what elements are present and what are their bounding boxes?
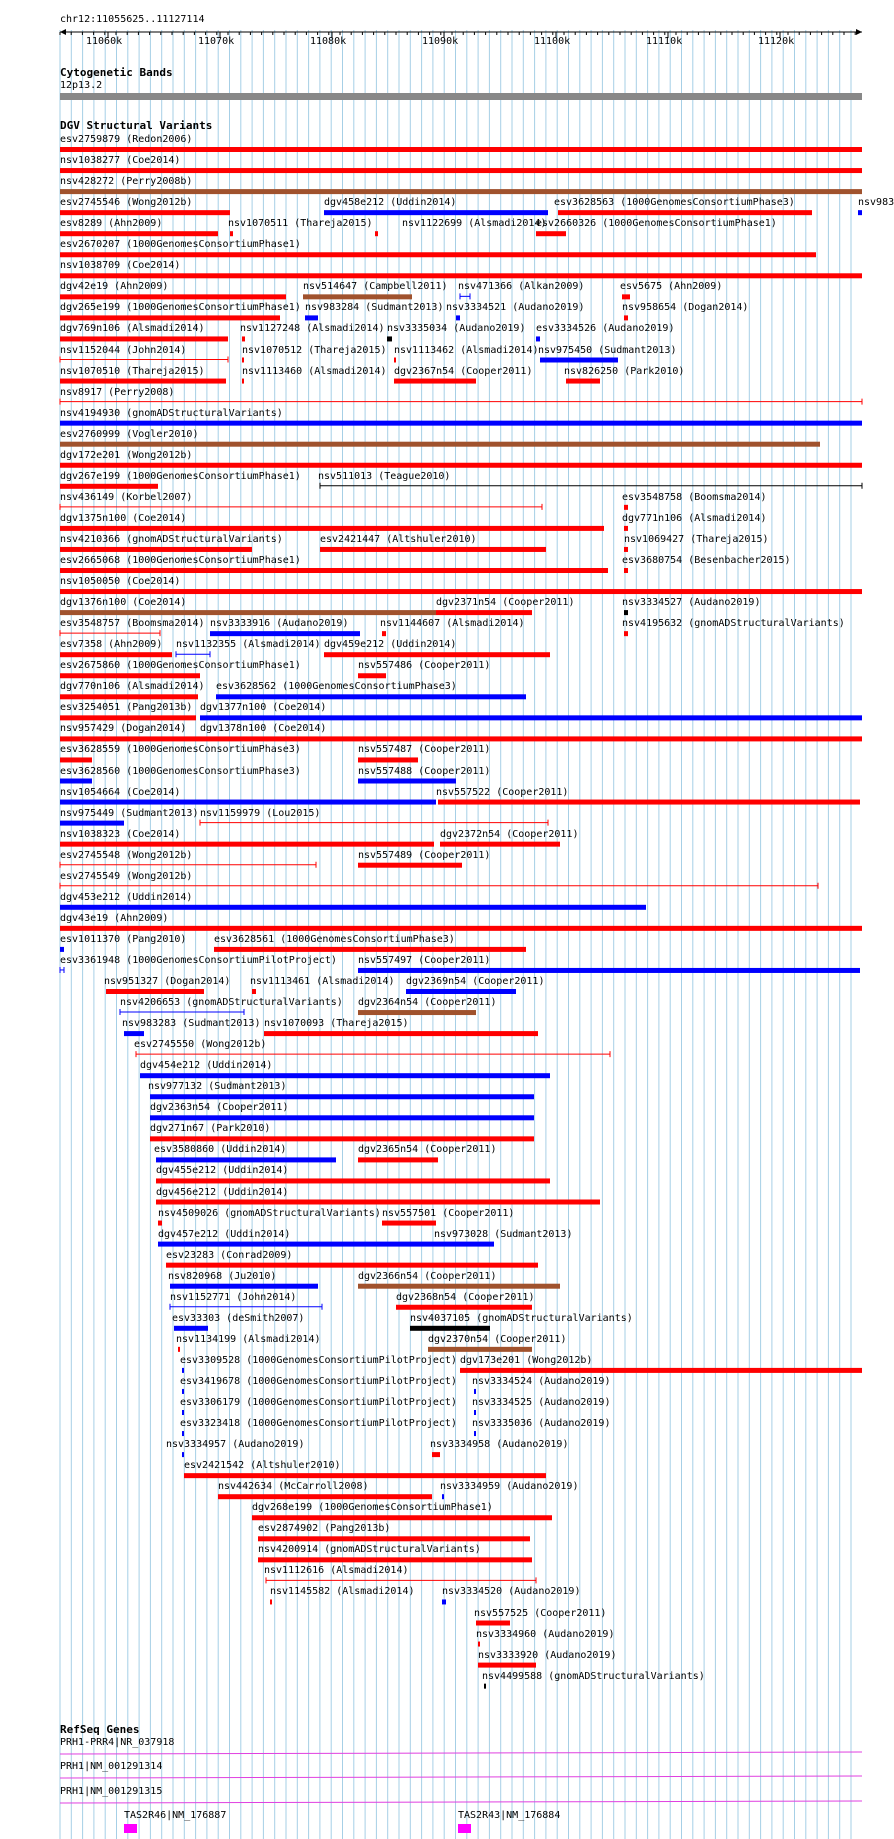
dgv-variant-label: esv3628561 (1000GenomesConsortiumPhase3) (214, 933, 455, 945)
dgv-variant-bar (258, 1557, 532, 1562)
dgv-variant-label: nsv1113461 (Alsmadi2014) (250, 976, 395, 987)
refseq-transcript-line (60, 1776, 862, 1778)
dgv-variant-label: nsv3334525 (Audano2019) (472, 1397, 611, 1408)
dgv-variant-label: dgv1375n100 (Coe2014) (60, 512, 187, 524)
dgv-variant-bar (60, 842, 434, 847)
dgv-variant-bar (324, 652, 550, 657)
dgv-variant-label: dgv2368n54 (Cooper2011) (396, 1291, 535, 1303)
dgv-variant-label: nsv3334521 (Audano2019) (446, 302, 585, 314)
dgv-variant-bar (158, 1242, 434, 1247)
dgv-variant-bar (460, 1368, 862, 1373)
dgv-variant-label: nsv951327 (Dogan2014) (104, 976, 231, 987)
dgv-variant-bar (358, 673, 386, 678)
dgv-variant-label: nsv1145582 (Alsmadi2014) (270, 1586, 415, 1598)
dgv-variant-label: nsv436149 (Korbel2007) (60, 491, 193, 503)
dgv-variant-label: nsv1069427 (Thareja2015) (624, 533, 769, 545)
dgv-variant-label: nsv4195632 (gnomADStructuralVariants) (622, 618, 845, 630)
dgv-variant-label: dgv2371n54 (Cooper2011) (436, 597, 575, 609)
refseq-transcript-label: PRH1|NM_001291314 (60, 1761, 163, 1772)
dgv-variant-bar (178, 1347, 180, 1352)
dgv-variant-bar (252, 989, 256, 994)
dgv-variant-bar (60, 757, 92, 762)
dgv-variant-label: esv3309528 (1000GenomesConsortiumPilotProject) (180, 1354, 457, 1366)
dgv-variant-bar (484, 1684, 486, 1689)
dgv-variant-label: esv8289 (Ahn2009) (60, 218, 163, 230)
dgv-variant-bar (60, 947, 64, 952)
dgv-variant-bar (474, 1410, 476, 1415)
dgv-variant-label: dgv456e212 (Uddin2014) (156, 1186, 289, 1198)
dgv-variant-label: nsv1070512 (Thareja2015) (242, 344, 387, 356)
dgv-variant-bar (358, 968, 860, 973)
dgv-variant-label: nsv471366 (Alkan2009) (458, 281, 585, 293)
dgv-variant-label: nsv1038277 (Coe2014) (60, 155, 181, 167)
dgv-variant-bar (358, 1157, 438, 1162)
dgv-variant-bar (182, 1452, 184, 1457)
dgv-variant-label: nsv4210366 (gnomADStructuralVariants) (60, 533, 283, 545)
dgv-variant-bar (166, 1263, 538, 1268)
dgv-variant-label: nsv820968 (Ju2010) (168, 1270, 277, 1282)
dgv-variant-bar (536, 336, 540, 341)
refseq-header: RefSeq Genes (60, 1723, 140, 1736)
ruler-arrow-right-icon (856, 29, 862, 35)
dgv-variant-bar (270, 1599, 272, 1604)
dgv-variant-bar (150, 1136, 534, 1141)
dgv-variant-label: nsv442634 (McCarroll2008) (218, 1481, 369, 1493)
dgv-variant-bar (410, 1326, 490, 1331)
dgv-variant-bar (434, 1242, 494, 1247)
dgv-variant-bar (624, 547, 628, 552)
dgv-variant-label: dgv458e212 (Uddin2014) (324, 197, 457, 209)
dgv-variant-label: esv3419678 (1000GenomesConsortiumPilotProject) (180, 1375, 457, 1387)
dgv-variant-label: esv2745550 (Wong2012b) (134, 1039, 267, 1051)
dgv-variant-bar (478, 1642, 480, 1647)
dgv-variant-label: nsv557522 (Cooper2011) (436, 786, 569, 798)
refseq-transcript-label: PRH1-PRR4|NR_037918 (60, 1737, 175, 1748)
dgv-variant-bar (624, 315, 628, 320)
dgv-variant-bar (60, 800, 436, 805)
dgv-variant-bar (182, 1368, 184, 1373)
dgv-variant-bar (320, 547, 546, 552)
dgv-variant-bar (216, 694, 526, 699)
dgv-variant-label: dgv453e212 (Uddin2014) (60, 891, 193, 903)
dgv-variant-label: dgv271n67 (Park2010) (150, 1123, 271, 1135)
cytobands-header: Cytogenetic Bands (60, 66, 173, 79)
dgv-variant-label: nsv511013 (Teague2010) (318, 470, 451, 482)
dgv-variant-bar (150, 1094, 534, 1099)
ruler-tick-label: 11090k (422, 36, 459, 47)
dgv-variant-bar (60, 252, 816, 257)
dgv-variant-bar (474, 1431, 476, 1436)
dgv-variant-label: esv2745548 (Wong2012b) (60, 849, 193, 861)
dgv-variant-label: nsv975450 (Sudmant2013) (538, 344, 677, 356)
dgv-variant-label: esv3628562 (1000GenomesConsortiumPhase3) (216, 681, 457, 693)
dgv-variant-bar (60, 294, 286, 299)
dgv-variant-bar (60, 421, 862, 426)
dgv-variant-bar (60, 315, 280, 320)
dgv-variant-bar (858, 210, 862, 215)
dgv-variant-bar (375, 231, 378, 236)
dgv-variant-label: nsv1152044 (John2014) (60, 344, 187, 356)
dgv-variant-bar (170, 1284, 318, 1289)
dgv-variant-label: nsv557487 (Cooper2011) (358, 744, 491, 756)
dgv-variant-bar (140, 1073, 550, 1078)
dgv-variant-bar (558, 210, 812, 215)
dgv-variant-label: nsv557486 (Cooper2011) (358, 660, 491, 672)
dgv-variant-label: esv2660326 (1000GenomesConsortiumPhase1) (536, 218, 777, 230)
dgv-variant-label: nsv557488 (Cooper2011) (358, 765, 491, 777)
dgv-variant-bar (358, 1010, 476, 1015)
dgv-variant-label: nsv557525 (Cooper2011) (474, 1607, 607, 1619)
dgv-variant-bar (182, 1389, 184, 1394)
dgv-variant-label: dgv770n106 (Alsmadi2014) (60, 681, 205, 693)
dgv-variant-label: nsv4206653 (gnomADStructuralVariants) (120, 997, 343, 1009)
dgv-variant-bar (382, 631, 386, 636)
dgv-variant-label: nsv3335034 (Audano2019) (387, 323, 526, 335)
dgv-variant-label: dgv457e212 (Uddin2014) (158, 1228, 291, 1240)
dgv-variant-bar (540, 358, 618, 363)
dgv-variant-bar (60, 189, 862, 194)
dgv-variant-label: nsv8917 (Perry2008) (60, 386, 175, 398)
dgv-variant-bar (394, 358, 396, 363)
dgv-variant-label: nsv4194930 (gnomADStructuralVariants) (60, 407, 283, 419)
dgv-variant-bar (382, 1221, 436, 1226)
dgv-variant-label: nsv983283 (Sudmant2013) (122, 1018, 261, 1030)
dgv-variant-bar (218, 1494, 432, 1499)
dgv-variant-bar (624, 610, 628, 615)
dgv-variant-bar (624, 568, 628, 573)
dgv-variant-label: nsv1050050 (Coe2014) (60, 576, 181, 588)
dgv-variant-bar (474, 1389, 476, 1394)
dgv-variant-bar (60, 442, 820, 447)
ruler-title: chr12:11055625..11127114 (60, 14, 205, 25)
dgv-variant-bar (156, 1157, 336, 1162)
dgv-variant-label: nsv3334520 (Audano2019) (442, 1586, 581, 1598)
dgv-variant-label: nsv1070511 (Thareja2015) (228, 218, 373, 230)
dgv-variant-bar (60, 905, 646, 910)
refseq-transcript-line (60, 1801, 862, 1803)
dgv-variant-bar (303, 294, 412, 299)
dgv-variant-label: esv3361948 (1000GenomesConsortiumPilotProject) (60, 954, 337, 966)
dgv-variant-label: esv23283 (Conrad2009) (166, 1249, 293, 1261)
dgv-variant-label: dgv42e19 (Ahn2009) (60, 281, 169, 293)
dgv-variant-label: dgv454e212 (Uddin2014) (140, 1060, 273, 1072)
dgv-variant-bar (60, 736, 200, 741)
dgv-variant-bar (214, 947, 526, 952)
dgv-variant-bar (440, 842, 560, 847)
dgv-variant-bar (624, 526, 628, 531)
dgv-variant-label: esv3548758 (Boomsma2014) (622, 491, 767, 503)
ruler-tick-label: 11080k (310, 36, 347, 47)
dgv-variant-label: nsv975449 (Sudmant2013) (60, 807, 199, 819)
dgv-variant-bar (622, 294, 630, 299)
dgv-variant-label: esv3680754 (Besenbacher2015) (622, 555, 791, 566)
dgv-variant-label: nsv1113460 (Alsmadi2014) (242, 365, 387, 377)
dgv-variant-bar (182, 1431, 184, 1436)
dgv-variant-label: esv3323418 (1000GenomesConsortiumPilotProject) (180, 1418, 457, 1430)
dgv-variant-label: esv1011370 (Pang2010) (60, 933, 187, 945)
dgv-variant-label: nsv428272 (Perry2008b) (60, 176, 193, 188)
dgv-variant-label: nsv983 (858, 197, 894, 209)
dgv-variant-label: dgv172e201 (Wong2012b) (60, 449, 193, 461)
dgv-variant-bar (200, 715, 862, 720)
dgv-variant-bar (60, 673, 200, 678)
dgv-variant-label: dgv455e212 (Uddin2014) (156, 1165, 289, 1177)
dgv-variant-bar (60, 547, 252, 552)
dgv-variant-label: dgv268e199 (1000GenomesConsortiumPhase1) (252, 1502, 493, 1514)
dgv-variant-label: esv2745546 (Wong2012b) (60, 197, 193, 209)
dgv-variant-label: nsv957429 (Dogan2014) (60, 723, 187, 735)
dgv-variant-label: esv7358 (Ahn2009) (60, 639, 163, 651)
dgv-variant-label: nsv3334960 (Audano2019) (476, 1628, 615, 1640)
dgv-variant-label: nsv1038323 (Coe2014) (60, 828, 181, 840)
cytoband-name: 12p13.2 (60, 80, 103, 91)
dgv-variant-bar (252, 1515, 552, 1520)
dgv-variant-label: dgv769n106 (Alsmadi2014) (60, 323, 205, 335)
dgv-variant-bar (436, 610, 532, 615)
cytoband-12p13-2 (60, 93, 862, 100)
dgv-variant-label: nsv3334527 (Audano2019) (622, 597, 761, 609)
dgv-variant-bar (230, 231, 233, 236)
dgv-variant-bar (258, 1536, 530, 1541)
dgv-variant-label: nsv1112616 (Alsmadi2014) (264, 1565, 409, 1577)
dgv-variant-bar (174, 1326, 208, 1331)
dgv-variant-label: nsv1054664 (Coe2014) (60, 786, 181, 798)
ruler-tick-label: 11060k (86, 36, 123, 47)
dgv-variant-label: nsv3334958 (Audano2019) (430, 1439, 569, 1451)
dgv-variant-bar (358, 863, 462, 868)
dgv-variant-label: esv2421542 (Altshuler2010) (184, 1460, 341, 1472)
dgv-variant-bar (60, 652, 172, 657)
dgv-variant-label: nsv1070093 (Thareja2015) (264, 1018, 409, 1030)
dgv-variant-label: nsv3334959 (Audano2019) (440, 1481, 579, 1493)
dgv-variant-bar (60, 568, 608, 573)
dgv-variant-bar (438, 800, 860, 805)
dgv-variant-label: nsv1127248 (Alsmadi2014) (240, 323, 385, 335)
dgv-variant-bar (124, 1031, 144, 1036)
dgv-variant-bar (358, 779, 456, 784)
dgv-variant-label: nsv3333920 (Audano2019) (478, 1649, 617, 1661)
dgv-variant-bar (624, 505, 628, 510)
dgv-variant-label: dgv2369n54 (Cooper2011) (406, 976, 545, 987)
dgv-variant-bar (428, 1347, 532, 1352)
dgv-variant-label: nsv1038709 (Coe2014) (60, 260, 181, 272)
dgv-variant-label: dgv43e19 (Ahn2009) (60, 912, 169, 924)
ruler-tick-label: 11070k (198, 36, 235, 47)
dgv-variant-label: dgv1376n100 (Coe2014) (60, 597, 187, 609)
dgv-variant-label: esv3334526 (Audano2019) (536, 323, 675, 335)
dgv-variant-label: nsv4200914 (gnomADStructuralVariants) (258, 1544, 481, 1556)
dgv-variant-label: esv2760999 (Vogler2010) (60, 428, 199, 440)
refseq-transcript-line (60, 1752, 862, 1754)
dgv-variant-bar (478, 1663, 536, 1668)
dgv-variant-bar (182, 1410, 184, 1415)
dgv-variant-bar (150, 1115, 534, 1120)
dgv-variant-bar (60, 231, 218, 236)
dgv-variant-label: dgv267e199 (1000GenomesConsortiumPhase1) (60, 470, 301, 482)
dgv-variant-label: nsv557497 (Cooper2011) (358, 954, 491, 966)
dgv-variant-label: esv3628560 (1000GenomesConsortiumPhase3) (60, 765, 301, 777)
dgv-variant-label: esv3628559 (1000GenomesConsortiumPhase3) (60, 744, 301, 756)
dgv-variant-label: nsv973028 (Sudmant2013) (434, 1228, 573, 1240)
ruler-tick-label: 11100k (534, 36, 571, 47)
dgv-variant-label: esv3628563 (1000GenomesConsortiumPhase3) (554, 197, 795, 209)
dgv-header: DGV Structural Variants (60, 119, 213, 132)
dgv-variant-bar (60, 336, 228, 341)
dgv-variant-label: dgv2363n54 (Cooper2011) (150, 1102, 289, 1114)
dgv-variant-bar (324, 210, 548, 215)
dgv-variant-bar (476, 1621, 510, 1626)
dgv-variant-bar (60, 168, 862, 173)
dgv-variant-bar (432, 1452, 440, 1457)
dgv-variant-label: nsv514647 (Campbell2011) (303, 281, 448, 293)
dgv-variant-label: nsv1113462 (Alsmadi2014) (394, 344, 539, 356)
dgv-variant-label: esv3254051 (Pang2013b) (60, 702, 193, 714)
dgv-variant-bar (60, 463, 862, 468)
dgv-variant-bar (242, 358, 244, 363)
dgv-variant-label: nsv557489 (Cooper2011) (358, 849, 491, 861)
dgv-variant-label: dgv1377n100 (Coe2014) (200, 702, 327, 714)
dgv-variant-label: dgv2372n54 (Cooper2011) (440, 828, 579, 840)
dgv-variant-label: esv2675860 (1000GenomesConsortiumPhase1) (60, 660, 301, 672)
dgv-variant-label: esv2759879 (Redon2006) (60, 134, 193, 145)
dgv-variant-label: nsv983284 (Sudmant2013) (305, 302, 444, 314)
dgv-variant-label: nsv1122699 (Alsmadi2014) (402, 218, 547, 230)
refseq-gene-exon (458, 1824, 471, 1833)
dgv-variant-bar (60, 589, 862, 594)
dgv-variant-bar (624, 631, 628, 636)
dgv-variant-label: nsv1144607 (Alsmadi2014) (380, 618, 525, 630)
dgv-variant-bar (156, 1200, 600, 1205)
dgv-variant-bar (60, 779, 92, 784)
dgv-variant-label: esv2421447 (Altshuler2010) (320, 533, 477, 545)
dgv-variant-label: nsv958654 (Dogan2014) (622, 302, 749, 314)
dgv-variant-bar (158, 1221, 162, 1226)
refseq-gene-exon (124, 1824, 137, 1833)
dgv-variant-bar (387, 336, 392, 341)
dgv-variant-label: dgv1378n100 (Coe2014) (200, 723, 327, 735)
dgv-variant-label: dgv2366n54 (Cooper2011) (358, 1270, 497, 1282)
dgv-variant-label: nsv1159979 (Lou2015) (200, 807, 321, 819)
dgv-variant-label: esv5675 (Ahn2009) (620, 281, 723, 293)
dgv-variant-label: nsv3335036 (Audano2019) (472, 1418, 611, 1430)
dgv-variant-bar (456, 315, 460, 320)
dgv-variant-bar (60, 526, 604, 531)
dgv-variant-bar (394, 379, 476, 384)
dgv-variant-label: esv2665068 (1000GenomesConsortiumPhase1) (60, 555, 301, 566)
dgv-variant-label: dgv2367n54 (Cooper2011) (394, 365, 533, 377)
dgv-variant-bar (156, 1178, 550, 1183)
dgv-variant-label: nsv3334524 (Audano2019) (472, 1375, 611, 1387)
dgv-variant-label: dgv265e199 (1000GenomesConsortiumPhase1) (60, 302, 301, 314)
dgv-variant-label: esv33303 (deSmith2007) (172, 1312, 305, 1324)
dgv-variant-bar (60, 715, 196, 720)
refseq-gene-label: TAS2R46|NM_176887 (124, 1810, 227, 1821)
dgv-variant-bar (60, 379, 226, 384)
dgv-variant-bar (106, 989, 204, 994)
dgv-variant-bar (536, 231, 566, 236)
dgv-variant-label: nsv1152771 (John2014) (170, 1291, 297, 1303)
dgv-variant-label: esv3306179 (1000GenomesConsortiumPilotProject) (180, 1397, 457, 1408)
dgv-variant-bar (566, 379, 600, 384)
dgv-variant-bar (358, 757, 418, 762)
dgv-variant-label: nsv977132 (Sudmant2013) (148, 1081, 287, 1093)
dgv-variant-label: nsv3333916 (Audano2019) (210, 618, 349, 630)
dgv-variant-bar (60, 694, 198, 699)
dgv-variant-bar (60, 610, 436, 615)
dgv-variant-label: esv2874902 (Pang2013b) (258, 1523, 391, 1535)
dgv-variant-bar (406, 989, 516, 994)
dgv-variant-bar (264, 1031, 538, 1036)
dgv-variant-bar (60, 926, 862, 931)
dgv-variant-label: dgv173e201 (Wong2012b) (460, 1354, 593, 1366)
dgv-variant-bar (442, 1599, 446, 1604)
dgv-variant-bar (60, 821, 124, 826)
dgv-variant-label: nsv1132355 (Alsmadi2014) (176, 639, 321, 651)
dgv-variant-label: nsv4509026 (gnomADStructuralVariants) (158, 1207, 381, 1219)
dgv-variant-label: nsv1134199 (Alsmadi2014) (176, 1333, 321, 1345)
dgv-variant-bar (396, 1305, 532, 1310)
dgv-variant-bar (442, 1494, 444, 1499)
ruler-tick-label: 11110k (646, 36, 683, 47)
dgv-variant-bar (305, 315, 318, 320)
dgv-variant-label: nsv826250 (Park2010) (564, 365, 685, 377)
dgv-variant-bar (60, 484, 158, 489)
dgv-variant-label: esv3580860 (Uddin2014) (154, 1144, 287, 1156)
dgv-variant-label: esv2745549 (Wong2012b) (60, 870, 193, 882)
dgv-variant-bar (358, 1284, 560, 1289)
dgv-variant-label: nsv4499588 (gnomADStructuralVariants) (482, 1670, 705, 1682)
dgv-variant-bar (242, 336, 245, 341)
dgv-variant-bar (60, 273, 862, 278)
dgv-variant-bar (60, 210, 230, 215)
dgv-variant-bar (200, 736, 862, 741)
dgv-variant-bar (184, 1473, 546, 1478)
refseq-gene-label: TAS2R43|NM_176884 (458, 1810, 561, 1821)
dgv-variant-bar (210, 631, 360, 636)
dgv-variant-bar (242, 379, 244, 384)
dgv-variant-label: dgv459e212 (Uddin2014) (324, 639, 457, 651)
dgv-variant-label: dgv771n106 (Alsmadi2014) (622, 512, 767, 524)
dgv-variant-label: nsv1070510 (Thareja2015) (60, 365, 205, 377)
dgv-variant-label: esv3548757 (Boomsma2014) (60, 618, 205, 630)
ruler-arrow-left-icon (60, 29, 66, 35)
dgv-variant-label: dgv2370n54 (Cooper2011) (428, 1333, 567, 1345)
ruler-tick-label: 11120k (758, 36, 795, 47)
dgv-variant-label: dgv2364n54 (Cooper2011) (358, 997, 497, 1009)
dgv-variant-label: dgv2365n54 (Cooper2011) (358, 1144, 497, 1156)
dgv-variant-label: nsv4037105 (gnomADStructuralVariants) (410, 1312, 633, 1324)
refseq-transcript-label: PRH1|NM_001291315 (60, 1786, 163, 1797)
dgv-variant-label: nsv3334957 (Audano2019) (166, 1439, 305, 1451)
dgv-variant-label: nsv557501 (Cooper2011) (382, 1207, 515, 1219)
dgv-variant-label: esv2670207 (1000GenomesConsortiumPhase1) (60, 239, 301, 251)
dgv-variant-bar (60, 147, 862, 152)
